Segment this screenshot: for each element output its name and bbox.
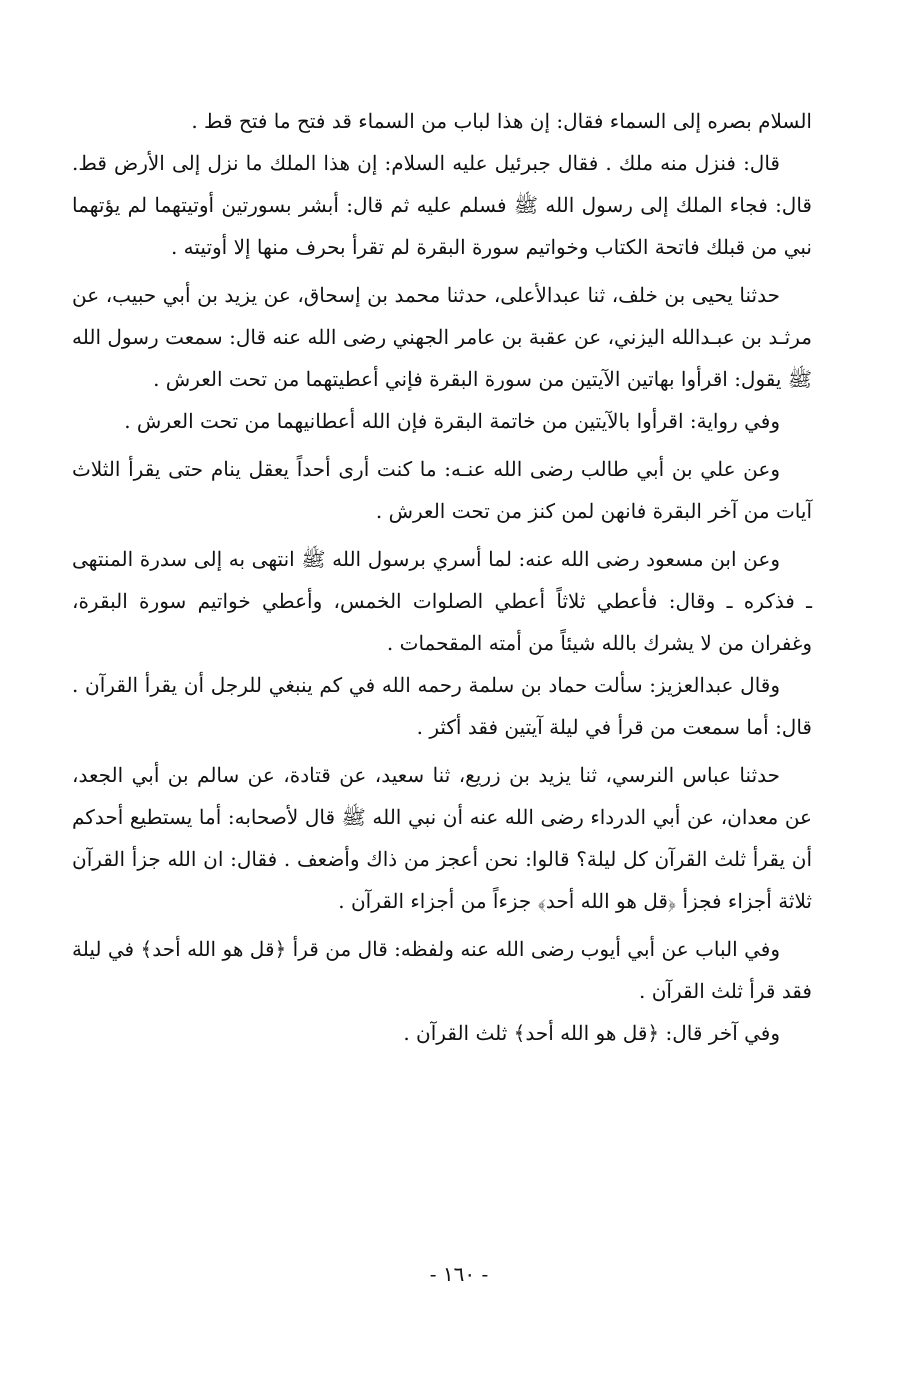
paragraph-3: حدثنا يحيى بن خلف، ثنا عبدالأعلى، حدثنا محمد بن إسحاق، عن يزيد بن أبي حبيب، عن مرثـد بن عبـدالله اليزني، عن عقبة بن عامر الجهني رضى الله عنه قال: سمعت رسول الله ﷺ يقول: اقرأوا بهاتين الآيتين من سورة البقرة فإني أعطيتهما من تحت العرش . (72, 283, 812, 391)
paragraph-2: قال: فنزل منه ملك . فقال جبرئيل عليه السلام: إن هذا الملك ما نزل إلى الأرض قط. قال: فجاء الملك إلى رسول الله ﷺ فسلم عليه ثم قال: أبشر بسورتين أوتيتهما لم يؤتهما نبي من قبلك فاتحة الكتاب وخواتيم سورة البقرة لم تقرأ بحرف منها إلا أوتيته . (72, 151, 812, 259)
paragraph-7: وقال عبدالعزيز: سألت حماد بن سلمة رحمه الله في كم ينبغي للرجل أن يقرأ القرآن . قال: أما سمعت من قرأ في ليلة آيتين فقد أكثر . (72, 673, 812, 739)
paragraph-6: وعن ابن مسعود رضى الله عنه: لما أسري برسول الله ﷺ انتهى به إلى سدرة المنتهى ـ فذكره ـ وقال: فأعطي ثلاثاً أعطي الصلوات الخمس، وأعطي خواتيم سورة البقرة، وغفران من لا يشرك بالله شيئاً من أمته المقحمات . (72, 547, 812, 655)
page-number: - ١٦٠ - (429, 1262, 489, 1286)
paragraph-10: وفي آخر قال: ﴿قل هو الله أحد﴾ ثلث القرآن . (403, 1021, 780, 1045)
paragraph-5: وعن علي بن أبي طالب رضى الله عنـه: ما كنت أرى أحداً يعقل ينام حتى يقرأ الثلاث آيات من آخر البقرة فانهن لمن كنز من تحت العرش . (72, 457, 812, 523)
paragraph-9: وفي الباب عن أبي أيوب رضى الله عنه ولفظه: قال من قرأ ﴿قل هو الله أحد﴾ في ليلة فقد قرأ ثلث القرآن . (72, 937, 812, 1003)
body-text (72, 100, 812, 1054)
paragraph-1: السلام بصره إلى السماء فقال: إن هذا لباب من السماء قد فتح ما فتح قط . (191, 109, 812, 133)
paragraph-8: حدثنا عباس النرسي، ثنا يزيد بن زريع، ثنا سعيد، عن قتادة، عن سالم بن أبي الجعد، عن معدان، عن أبي الدرداء رضى الله عنه أن نبي الله ﷺ قال لأصحابه: أما يستطيع أحدكم أن يقرأ ثلث القرآن كل ليلة؟ قالوا: نحن أعجز من ذاك وأضعف . فقال: ان الله جزأ القرآن ثلاثة أجزاء فجزأ ﴿قل هو الله أحد﴾ جزءاً من أجزاء القرآن . (72, 763, 812, 913)
paragraph-4: وفي رواية: اقرأوا بالآيتين من خاتمة البقرة فإن الله أعطانيهما من تحت العرش . (124, 409, 780, 433)
